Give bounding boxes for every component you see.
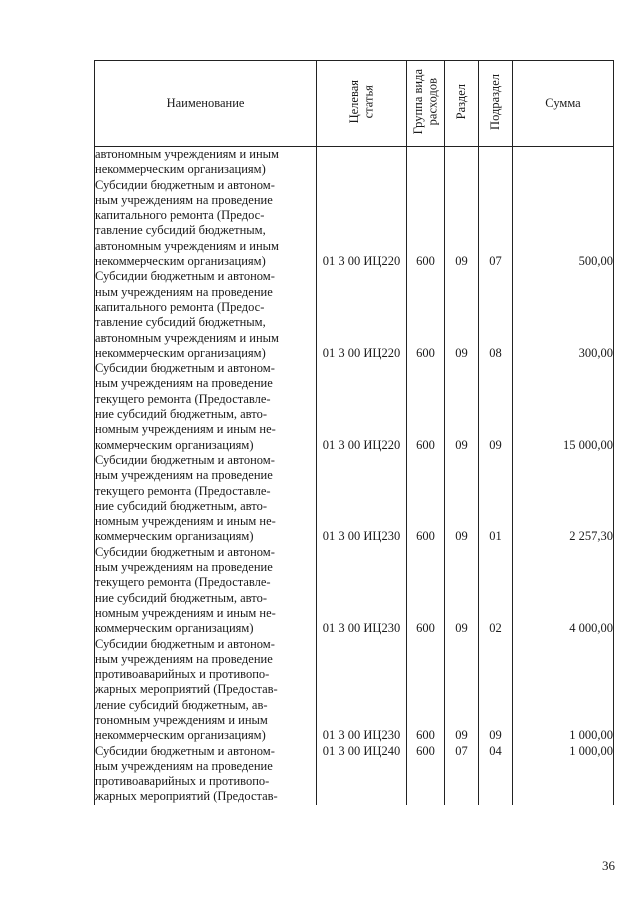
name-line: ным учреждениям на проведение [95,758,273,773]
name-line: номным учреждениям и иным не- [95,514,276,529]
name-line: Субсидии бюджетным и автоном- [95,544,275,559]
name-line: коммерческим организациям) [95,529,254,544]
cell-section: 09 [445,453,479,545]
cell-subsection: 09 [479,361,513,453]
cell-target-article: 01 3 00 ИЦ220 [317,361,407,453]
name-line: автономным учреждениям и иным [95,330,279,345]
cell-target-article: 01 3 00 ИЦ230 [317,545,407,637]
name-line: некоммерческим организациям) [95,728,266,743]
cell-amount: 2 257,30 [513,453,614,545]
cell-target-article: 01 3 00 ИЦ220 [317,269,407,361]
name-line: автономным учреждениям и иным [95,238,279,253]
table-row [95,269,614,361]
cell-subsection: 02 [479,545,513,637]
name-line: ние субсидий бюджетным, авто- [95,407,267,422]
table-row [95,178,614,270]
name-line: некоммерческим организациям) [95,345,266,360]
name-line: жарных мероприятий (Предостав- [95,789,278,804]
name-line: противоаварийных и противопо- [95,774,270,789]
cell-name [95,545,317,637]
name-line: Субсидии бюджетным и автоном- [95,361,275,376]
name-line: жарных мероприятий (Предостав- [95,682,278,697]
table-header-row [95,61,614,147]
cell-amount: 1 000,00 [513,744,614,805]
name-line: капитального ремонта (Предос- [95,299,265,314]
cell-expense-group: 600 [407,637,445,744]
cell-expense-group: 600 [407,453,445,545]
cell-subsection: 01 [479,453,513,545]
cell-amount: 15 000,00 [513,361,614,453]
header-subsection: Подраздел [479,61,513,147]
name-line: противоаварийных и противопо- [95,667,270,682]
cell-subsection: 09 [479,637,513,744]
cell-subsection: 07 [479,178,513,270]
cell-name [95,744,317,805]
cell-amount: 300,00 [513,269,614,361]
header-target-article: Целевая статья [317,61,407,147]
cell-expense-group: 600 [407,744,445,805]
name-line: Субсидии бюджетным и автоном- [95,452,275,467]
name-line: ние субсидий бюджетным, авто- [95,590,267,605]
name-line: текущего ремонта (Предоставле- [95,391,271,406]
cell-name [95,178,317,270]
cell-expense-group: 600 [407,269,445,361]
page-number: 36 [602,858,615,873]
name-line: ние субсидий бюджетным, авто- [95,498,267,513]
cell-section: 09 [445,637,479,744]
cell-section: 09 [445,178,479,270]
cell-subsection: 04 [479,744,513,805]
cell-name [95,147,317,178]
cell-amount: 4 000,00 [513,545,614,637]
name-line: автономным учреждениям и иным [95,147,279,161]
header-name: Наименование [95,61,317,147]
name-line: ным учреждениям на проведение [95,376,273,391]
name-line: Субсидии бюджетным и автоном- [95,636,275,651]
name-line: Субсидии бюджетным и автоном- [95,743,275,758]
cell-expense-group: 600 [407,361,445,453]
name-line: ным учреждениям на проведение [95,651,273,666]
cell-amount: 500,00 [513,178,614,270]
cell-name [95,453,317,545]
header-amount: Сумма [513,61,614,147]
name-line: текущего ремонта (Предоставле- [95,483,271,498]
name-line: ление субсидий бюджетным, ав- [95,697,268,712]
cell-amount: 1 000,00 [513,637,614,744]
cell-section: 09 [445,269,479,361]
cell-target-article: 01 3 00 ИЦ220 [317,178,407,270]
table-row [95,637,614,744]
name-line: тономным учреждениям и иным [95,712,268,727]
name-line: тавление субсидий бюджетным, [95,315,266,330]
name-line: номным учреждениям и иным не- [95,605,276,620]
header-expense-group: Группа вида расходов [407,61,445,147]
name-line: ным учреждениям на проведение [95,192,273,207]
cell-section: 07 [445,744,479,805]
cell-target-article [317,147,407,178]
cell-expense-group: 600 [407,545,445,637]
name-line: капитального ремонта (Предос- [95,208,265,223]
cell-target-article: 01 3 00 ИЦ230 [317,637,407,744]
table-row [95,545,614,637]
cell-expense-group: 600 [407,178,445,270]
table-row [95,361,614,453]
name-line: некоммерческим организациям) [95,254,266,269]
cell-expense-group [407,147,445,178]
cell-target-article: 01 3 00 ИЦ240 [317,744,407,805]
cell-name [95,637,317,744]
header-section: Раздел [445,61,479,147]
name-line: ным учреждениям на проведение [95,284,273,299]
cell-name [95,269,317,361]
budget-table [94,60,614,805]
cell-amount [513,147,614,178]
name-line: ным учреждениям на проведение [95,468,273,483]
cell-name [95,361,317,453]
table-row [95,147,614,178]
name-line: коммерческим организациям) [95,437,254,452]
cell-section: 09 [445,545,479,637]
name-line: номным учреждениям и иным не- [95,422,276,437]
cell-section [445,147,479,178]
name-line: некоммерческим организациям) [95,162,266,177]
table-row [95,744,614,805]
cell-subsection: 08 [479,269,513,361]
name-line: ным учреждениям на проведение [95,560,273,575]
name-line: коммерческим организациям) [95,621,254,636]
table-row [95,453,614,545]
name-line: тавление субсидий бюджетным, [95,223,266,238]
name-line: Субсидии бюджетным и автоном- [95,177,275,192]
cell-section: 09 [445,361,479,453]
name-line: Субсидии бюджетным и автоном- [95,269,275,284]
cell-subsection [479,147,513,178]
name-line: текущего ремонта (Предоставле- [95,575,271,590]
cell-target-article: 01 3 00 ИЦ230 [317,453,407,545]
